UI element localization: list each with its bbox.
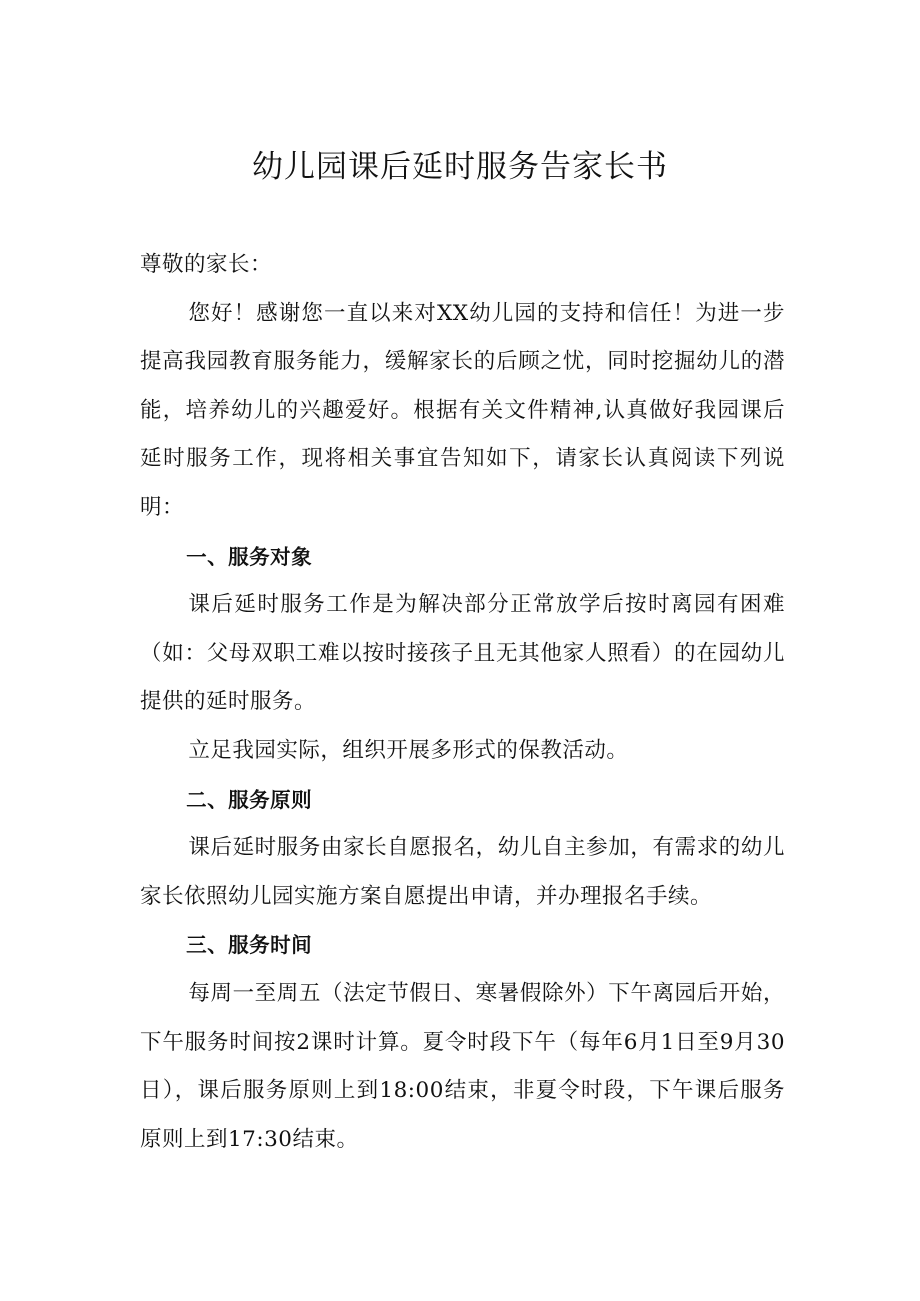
salutation: 尊敬的家长： xyxy=(140,252,273,277)
document-title: 幼儿园课后延时服务告家长书 xyxy=(252,149,668,185)
intro-paragraph: 您好！感谢您一直以来对XX幼儿园的支持和信任！为进一步提高我园教育服务能力，缓解家长的后顾之忧，同时挖掘幼儿的潜能，培养幼儿的兴趣爱好。根据有关文件精神,认真做好我园课后延时服务工作，现将相关事宜告知如下，请家长认真阅读下列说明： xyxy=(140,300,785,520)
section-heading-service-time: 三、服务时间 xyxy=(186,933,313,958)
section-paragraph: 立足我园实际，组织开展多形式的保教活动。 xyxy=(188,737,629,763)
document-body xyxy=(140,241,785,1164)
section-paragraph: 课后延时服务工作是为解决部分正常放学后按时离园有困难（如：父母双职工难以按时接孩子且无其他家人照看）的在园幼儿提供的延时服务。 xyxy=(140,592,785,715)
section-paragraph: 课后延时服务由家长自愿报名，幼儿自主参加，有需求的幼儿家长依照幼儿园实施方案自愿提出申请，并办理报名手续。 xyxy=(140,835,785,909)
section-heading-service-target: 一、服务对象 xyxy=(186,544,313,569)
section-heading-service-principle: 二、服务原则 xyxy=(186,787,313,812)
section-paragraph: 每周一至周五（法定节假日、寒暑假除外）下午离园后开始，下午服务时间按2课时计算。夏令时段下午（每年6月1日至9月30日），课后服务原则上到18:00结束，非夏令时段，下午课后服务原则上到17:30结束。 xyxy=(140,980,785,1152)
